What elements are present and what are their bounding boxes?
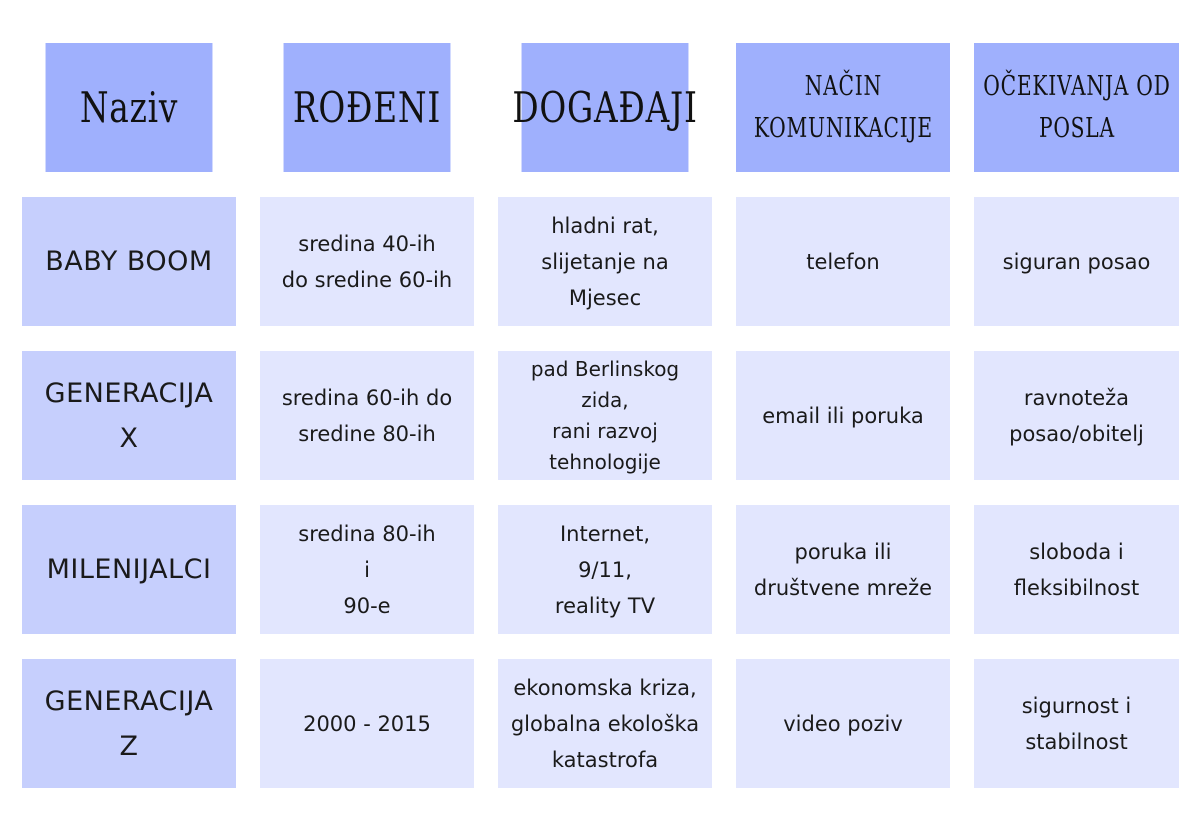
- events-cell: ekonomska kriza, globalna ekološka katastrofa: [498, 659, 712, 788]
- generations-table: [22, 43, 1179, 788]
- header-naziv: [46, 43, 213, 172]
- events-cell: hladni rat, slijetanje na Mjesec: [498, 197, 712, 326]
- born-cell: sredina 40-ih do sredine 60-ih: [260, 197, 474, 326]
- header-nacin-komunikacije: [736, 43, 950, 172]
- communication-cell: video poziv: [736, 659, 950, 788]
- born-cell: sredina 60-ih do sredine 80-ih: [260, 351, 474, 480]
- communication-cell: email ili poruka: [736, 351, 950, 480]
- generation-name: BABY BOOM: [22, 197, 236, 326]
- expectations-cell: sloboda i fleksibilnost: [974, 505, 1179, 634]
- born-cell: 2000 - 2015: [260, 659, 474, 788]
- header-rodeni-label: ROĐENI: [292, 83, 442, 132]
- born-cell: sredina 80-ih i 90-e: [260, 505, 474, 634]
- communication-cell: poruka ili društvene mreže: [736, 505, 950, 634]
- generation-name: GENERACIJA Z: [22, 659, 236, 788]
- expectations-cell: sigurnost i stabilnost: [974, 659, 1179, 788]
- events-cell: pad Berlinskog zida, rani razvoj tehnologije: [498, 351, 712, 480]
- expectations-cell: ravnoteža posao/obitelj: [974, 351, 1179, 480]
- header-ocekivanja-line-2: POSLA: [1038, 112, 1115, 144]
- header-nacin-line-2: KOMUNIKACIJE: [753, 112, 933, 144]
- generation-name: MILENIJALCI: [22, 505, 236, 634]
- header-ocekivanja-od-posla: [974, 43, 1179, 172]
- header-ocekivanja-line-1: OČEKIVANJA OD: [982, 70, 1171, 102]
- header-dogadaji-label: DOGAĐAJI: [512, 83, 698, 132]
- header-rodeni: [284, 43, 451, 172]
- expectations-cell: siguran posao: [974, 197, 1179, 326]
- header-nacin-line-1: NAČIN: [804, 70, 882, 102]
- header-naziv-label: Naziv: [79, 83, 179, 132]
- communication-cell: telefon: [736, 197, 950, 326]
- events-cell: Internet, 9/11, reality TV: [498, 505, 712, 634]
- header-dogadaji: [512, 43, 698, 172]
- generation-name: GENERACIJA X: [22, 351, 236, 480]
